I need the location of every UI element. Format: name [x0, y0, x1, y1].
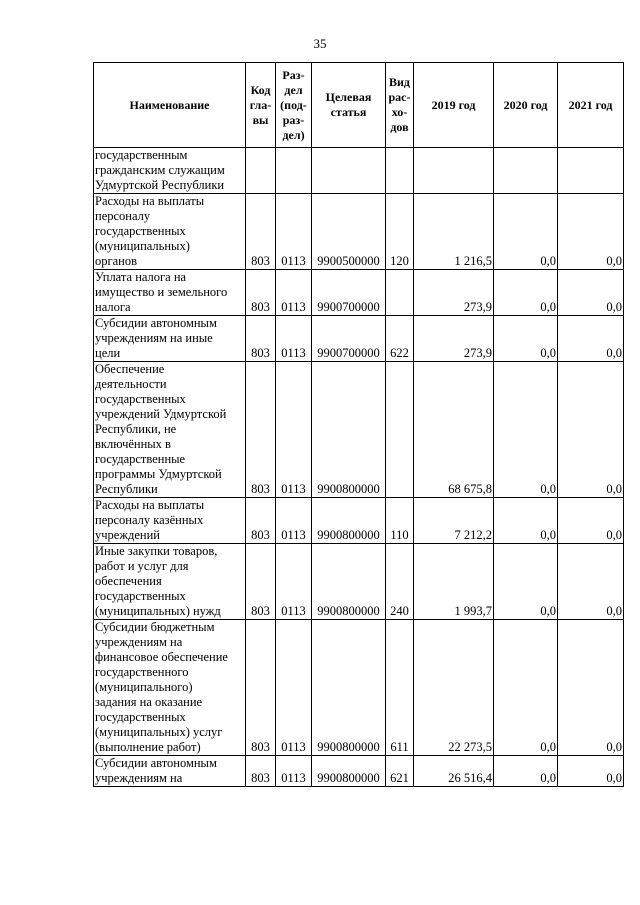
- col-header-name: Наименование: [94, 63, 246, 148]
- col-header-2019: 2019 год: [414, 63, 494, 148]
- row-name-line: имущество и земельного: [95, 285, 228, 299]
- row-section-code: [276, 148, 312, 194]
- row-chapter-code: 803: [246, 756, 276, 787]
- row-amount-2019: 68 675,8: [414, 362, 494, 498]
- row-amount-2021: 0,0: [558, 756, 624, 787]
- row-amount-2019: 273,9: [414, 270, 494, 316]
- row-article-code: 9900700000: [312, 270, 386, 316]
- row-chapter-code: [246, 148, 276, 194]
- row-name-line: учреждениям на: [95, 771, 183, 785]
- row-amount-2021: 0,0: [558, 270, 624, 316]
- row-section-code: 0113: [276, 316, 312, 362]
- row-amount-2019: 1 216,5: [414, 194, 494, 270]
- row-amount-2021: 0,0: [558, 544, 624, 620]
- row-article-code: 9900800000: [312, 756, 386, 787]
- row-amount-2020: 0,0: [494, 498, 558, 544]
- table-header-row: [94, 63, 624, 148]
- row-chapter-code: 803: [246, 270, 276, 316]
- row-expense-type: 240: [386, 544, 414, 620]
- row-name-line: государственного: [95, 665, 189, 679]
- row-name-line: (муниципальных) нужд: [95, 604, 221, 618]
- col-header-section: Раз- дел (под- раз- дел): [276, 63, 312, 148]
- row-expense-type: [386, 362, 414, 498]
- row-name: [94, 194, 246, 270]
- row-amount-2020: 0,0: [494, 620, 558, 756]
- row-name-line: учреждений Удмуртской: [95, 407, 227, 421]
- row-expense-type: [386, 270, 414, 316]
- row-name-line: Расходы на выплаты: [95, 498, 205, 512]
- row-name-line: государственных: [95, 710, 186, 724]
- row-name-line: учреждениям на иные: [95, 331, 213, 345]
- row-article-code: 9900800000: [312, 544, 386, 620]
- table-row: [94, 316, 624, 362]
- row-name: [94, 544, 246, 620]
- row-chapter-code: 803: [246, 316, 276, 362]
- row-name-line: Субсидии автономным: [95, 756, 217, 770]
- row-name-line: персоналу казённых: [95, 513, 204, 527]
- row-chapter-code: 803: [246, 362, 276, 498]
- row-amount-2020: 0,0: [494, 194, 558, 270]
- row-expense-type: 110: [386, 498, 414, 544]
- row-expense-type: 621: [386, 756, 414, 787]
- table-row: [94, 620, 624, 756]
- row-section-code: 0113: [276, 620, 312, 756]
- table-row: [94, 362, 624, 498]
- row-name-line: Республики: [95, 482, 158, 496]
- row-name-line: цели: [95, 346, 121, 360]
- row-name-line: учреждений: [95, 528, 160, 542]
- budget-table: [93, 62, 624, 787]
- row-name: [94, 756, 246, 787]
- col-header-article: Целевая статья: [312, 63, 386, 148]
- table-row: [94, 270, 624, 316]
- row-name-line: государственных: [95, 224, 186, 238]
- row-article-code: 9900700000: [312, 316, 386, 362]
- row-amount-2021: 0,0: [558, 498, 624, 544]
- row-amount-2020: 0,0: [494, 544, 558, 620]
- row-section-code: 0113: [276, 498, 312, 544]
- row-name-line: Обеспечение: [95, 362, 165, 376]
- row-amount-2021: 0,0: [558, 316, 624, 362]
- row-article-code: 9900800000: [312, 498, 386, 544]
- row-amount-2020: 0,0: [494, 316, 558, 362]
- row-amount-2020: 0,0: [494, 756, 558, 787]
- page-number: 35: [313, 36, 327, 51]
- row-expense-type: 611: [386, 620, 414, 756]
- row-name-line: работ и услуг для: [95, 559, 189, 573]
- row-section-code: 0113: [276, 362, 312, 498]
- row-amount-2019: 273,9: [414, 316, 494, 362]
- row-name-line: (муниципальных): [95, 239, 190, 253]
- table-row: [94, 544, 624, 620]
- row-name: [94, 498, 246, 544]
- row-name-line: финансовое обеспечение: [95, 650, 228, 664]
- row-amount-2020: [494, 148, 558, 194]
- row-amount-2021: 0,0: [558, 194, 624, 270]
- row-name-line: государственных: [95, 589, 186, 603]
- col-header-expense-type: Вид рас- хо- дов: [386, 63, 414, 148]
- row-name-line: государственные: [95, 452, 186, 466]
- row-name-line: персоналу: [95, 209, 151, 223]
- row-name-line: Удмуртской Республики: [95, 178, 225, 192]
- row-amount-2019: [414, 148, 494, 194]
- row-amount-2020: 0,0: [494, 270, 558, 316]
- row-name-line: учреждениям на: [95, 635, 183, 649]
- row-name-line: гражданским служащим: [95, 163, 225, 177]
- row-name-line: Субсидии автономным: [95, 316, 217, 330]
- row-name-line: органов: [95, 254, 138, 268]
- col-header-chapter: Код гла- вы: [246, 63, 276, 148]
- table-row: [94, 148, 624, 194]
- row-name-line: (муниципальных) услуг: [95, 725, 223, 739]
- row-expense-type: [386, 148, 414, 194]
- row-chapter-code: 803: [246, 620, 276, 756]
- row-chapter-code: 803: [246, 544, 276, 620]
- row-expense-type: 622: [386, 316, 414, 362]
- row-name-line: (муниципального): [95, 680, 193, 694]
- col-header-2021: 2021 год: [558, 63, 624, 148]
- table-row: [94, 498, 624, 544]
- table-row: [94, 194, 624, 270]
- row-chapter-code: 803: [246, 498, 276, 544]
- row-section-code: 0113: [276, 194, 312, 270]
- row-name-line: (выполнение работ): [95, 740, 201, 754]
- row-article-code: 9900800000: [312, 620, 386, 756]
- row-article-code: 9900800000: [312, 362, 386, 498]
- row-name-line: государственным: [95, 148, 188, 162]
- row-name: [94, 316, 246, 362]
- row-section-code: 0113: [276, 270, 312, 316]
- row-amount-2021: [558, 148, 624, 194]
- row-name-line: задания на оказание: [95, 695, 203, 709]
- row-amount-2021: 0,0: [558, 362, 624, 498]
- row-amount-2020: 0,0: [494, 362, 558, 498]
- table-row: [94, 756, 624, 787]
- row-name-line: Уплата налога на: [95, 270, 187, 284]
- row-chapter-code: 803: [246, 194, 276, 270]
- row-amount-2019: 1 993,7: [414, 544, 494, 620]
- table-body: [94, 148, 624, 787]
- row-name-line: обеспечения: [95, 574, 162, 588]
- row-name-line: деятельности: [95, 377, 167, 391]
- row-name: [94, 362, 246, 498]
- row-name-line: Иные закупки товаров,: [95, 544, 218, 558]
- row-expense-type: 120: [386, 194, 414, 270]
- col-header-2020: 2020 год: [494, 63, 558, 148]
- row-article-code: [312, 148, 386, 194]
- row-amount-2019: 22 273,5: [414, 620, 494, 756]
- row-name-line: Расходы на выплаты: [95, 194, 205, 208]
- row-section-code: 0113: [276, 544, 312, 620]
- row-name: [94, 620, 246, 756]
- row-name-line: государственных: [95, 392, 186, 406]
- row-name: [94, 148, 246, 194]
- row-name: [94, 270, 246, 316]
- row-article-code: 9900500000: [312, 194, 386, 270]
- row-name-line: налога: [95, 300, 131, 314]
- row-amount-2019: 26 516,4: [414, 756, 494, 787]
- row-section-code: 0113: [276, 756, 312, 787]
- row-name-line: включённых в: [95, 437, 171, 451]
- row-name-line: Республики, не: [95, 422, 177, 436]
- row-name-line: программы Удмуртской: [95, 467, 222, 481]
- row-amount-2021: 0,0: [558, 620, 624, 756]
- row-amount-2019: 7 212,2: [414, 498, 494, 544]
- row-name-line: Субсидии бюджетным: [95, 620, 215, 634]
